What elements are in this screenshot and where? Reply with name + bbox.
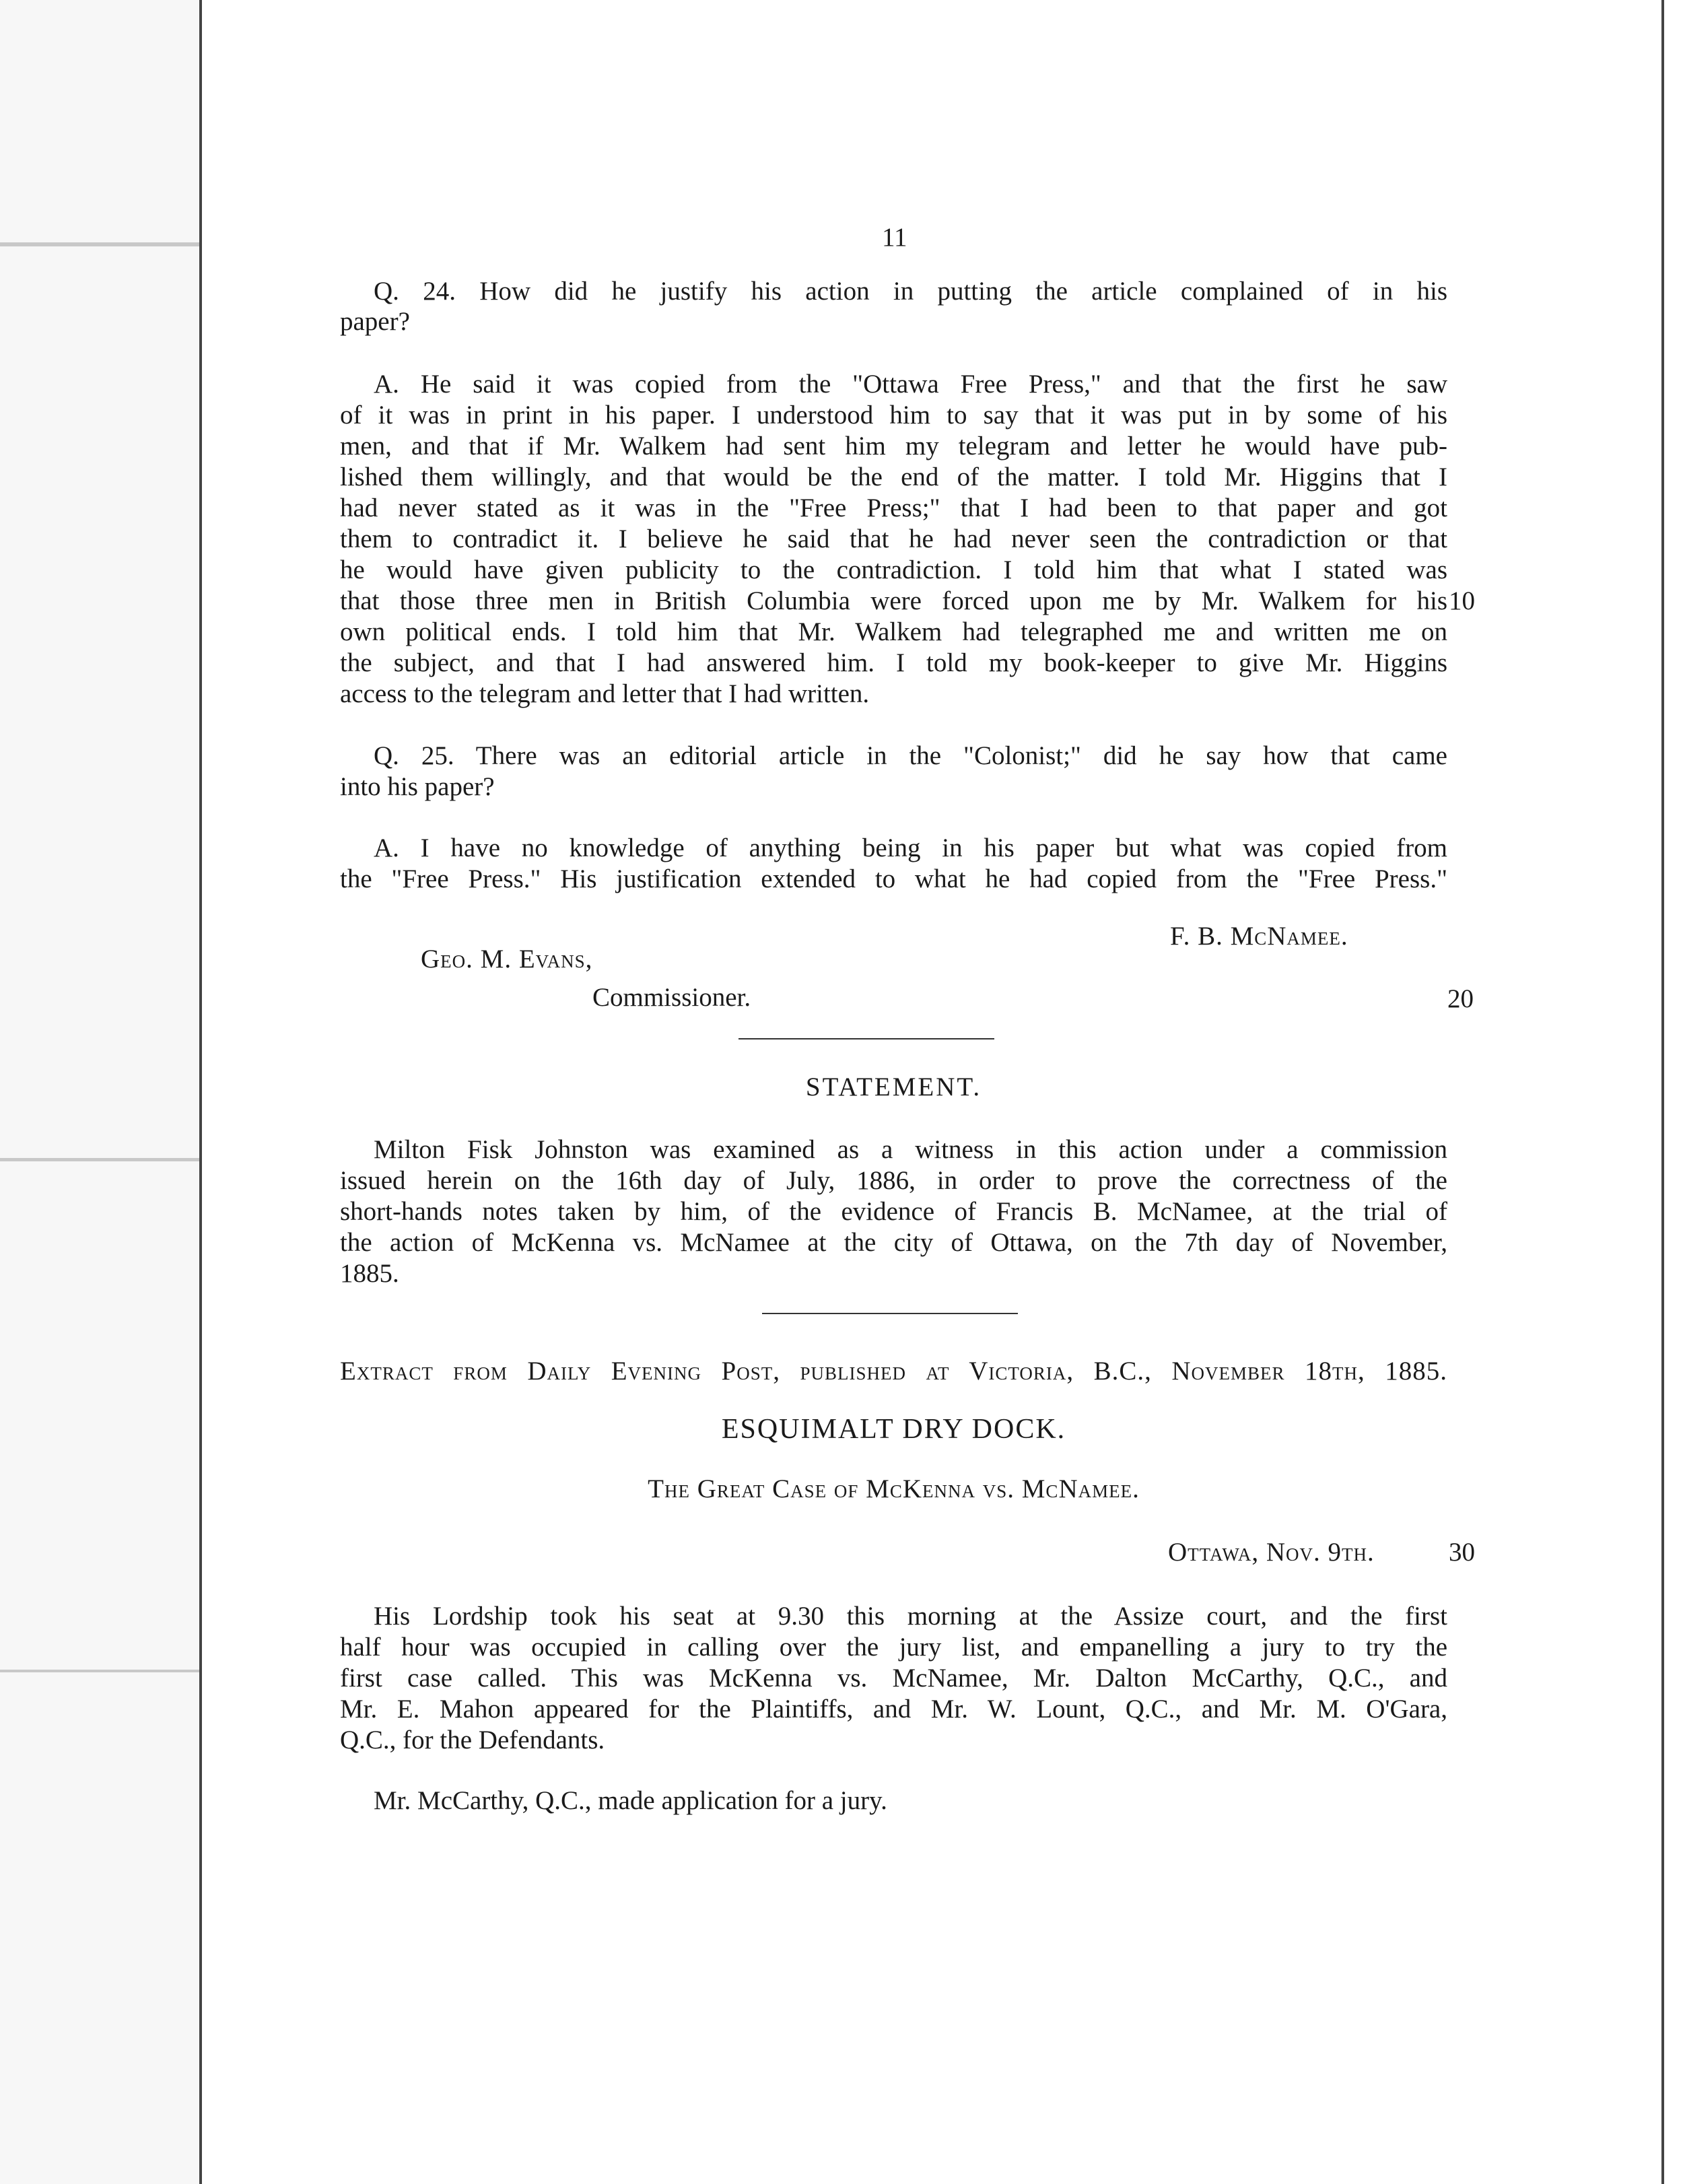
extract-headline: ESQUIMALT DRY DOCK. <box>721 1414 1066 1445</box>
line-number-marker: 10 <box>1449 586 1475 615</box>
statement-line: the action of McKenna vs. McNamee at the city of Ottawa, on the 7th day of November, <box>340 1228 1447 1257</box>
extract-dateline: Ottawa, Nov. 9th. <box>1168 1538 1375 1567</box>
extract-subheadline: The Great Case of McKenna vs. McNamee. <box>648 1474 1140 1503</box>
extract-body-line: Q.C., for the Defendants. <box>340 1726 605 1754</box>
section-divider <box>762 1313 1018 1314</box>
q24-question-line: Q. 24. How did he justify his action in putting the article complained of in his <box>374 277 1447 306</box>
line-number-marker: 20 <box>1447 984 1474 1013</box>
extract-body-line: first case called. This was McKenna vs. McNamee, Mr. Dalton McCarthy, Q.C., and <box>340 1664 1447 1693</box>
q25-answer-line: A. I have no knowledge of anything being in his paper but what was copied from <box>374 833 1447 862</box>
q24-question-line: paper? <box>340 307 410 336</box>
statement-heading: STATEMENT. <box>805 1072 982 1101</box>
q24-answer-line: lished them willingly, and that would be the end of the matter. I told Mr. Higgins that I <box>340 463 1447 491</box>
extract-body-line: His Lordship took his seat at 9.30 this morning at the Assize court, and the first <box>374 1602 1447 1631</box>
scan-artifact <box>0 1670 202 1672</box>
extract-body-line: half hour was occupied in calling over the jury list, and empanelling a jury to try the <box>340 1633 1447 1662</box>
q25-question-line: Q. 25. There was an editorial article in the "Colonist;" did he say how that came <box>374 741 1447 770</box>
line-number-marker: 30 <box>1449 1538 1475 1567</box>
commissioner-name: Geo. M. Evans, <box>421 945 593 974</box>
q25-answer-line: the "Free Press." His justification extended to what he had copied from the "Free Press." <box>340 864 1447 893</box>
q24-answer-line: them to contradict it. I believe he said that he had never seen the contradiction or that <box>340 524 1447 553</box>
commissioner-title: Commissioner. <box>592 983 751 1012</box>
scan-artifact <box>0 242 202 246</box>
q25-question-line: into his paper? <box>340 772 495 801</box>
q24-answer-line: the subject, and that I had answered him. I told my book-keeper to give Mr. Higgins <box>340 648 1447 677</box>
extract-body-line: Mr. E. Mahon appeared for the Plaintiffs, and Mr. W. Lount, Q.C., and Mr. M. O'Gara, <box>340 1695 1447 1724</box>
extract-source-line: Extract from Daily Evening Post, published at Victoria, B.C., November 18th, 1885. <box>340 1357 1447 1386</box>
q24-answer-line: he would have given publicity to the contradiction. I told him that what I stated was <box>340 555 1447 584</box>
q24-answer-line: that those three men in British Columbia were forced upon me by Mr. Walkem for his <box>340 586 1447 615</box>
section-divider <box>739 1038 994 1039</box>
statement-line: 1885. <box>340 1259 399 1288</box>
statement-line: short-hands notes taken by him, of the evidence of Francis B. McNamee, at the trial of <box>340 1197 1447 1226</box>
q24-answer-line: access to the telegram and letter that I had written. <box>340 679 870 708</box>
statement-line: issued herein on the 16th day of July, 1886, in order to prove the correctness of the <box>340 1166 1447 1195</box>
q24-answer-line: A. He said it was copied from the "Ottawa Free Press," and that the first he saw <box>374 370 1447 399</box>
witness-signature: F. B. McNamee. <box>1170 922 1348 951</box>
statement-line: Milton Fisk Johnston was examined as a witness in this action under a commission <box>374 1135 1447 1164</box>
page-left-edge <box>199 0 202 2184</box>
facing-page-margin <box>0 0 202 2184</box>
q24-answer-line: of it was in print in his paper. I understood him to say that it was put in by some of his <box>340 401 1447 430</box>
page-number: 11 <box>882 223 907 252</box>
extract-last-paragraph: Mr. McCarthy, Q.C., made application for a jury. <box>374 1786 887 1815</box>
q24-answer-line: men, and that if Mr. Walkem had sent him my telegram and letter he would have pub- <box>340 432 1447 460</box>
scan-artifact <box>0 1158 202 1161</box>
page-right-edge <box>1661 0 1664 2184</box>
q24-answer-line: own political ends. I told him that Mr. Walkem had telegraphed me and written me on <box>340 617 1447 646</box>
q24-answer-line: had never stated as it was in the "Free Press;" that I had been to that paper and got <box>340 493 1447 522</box>
